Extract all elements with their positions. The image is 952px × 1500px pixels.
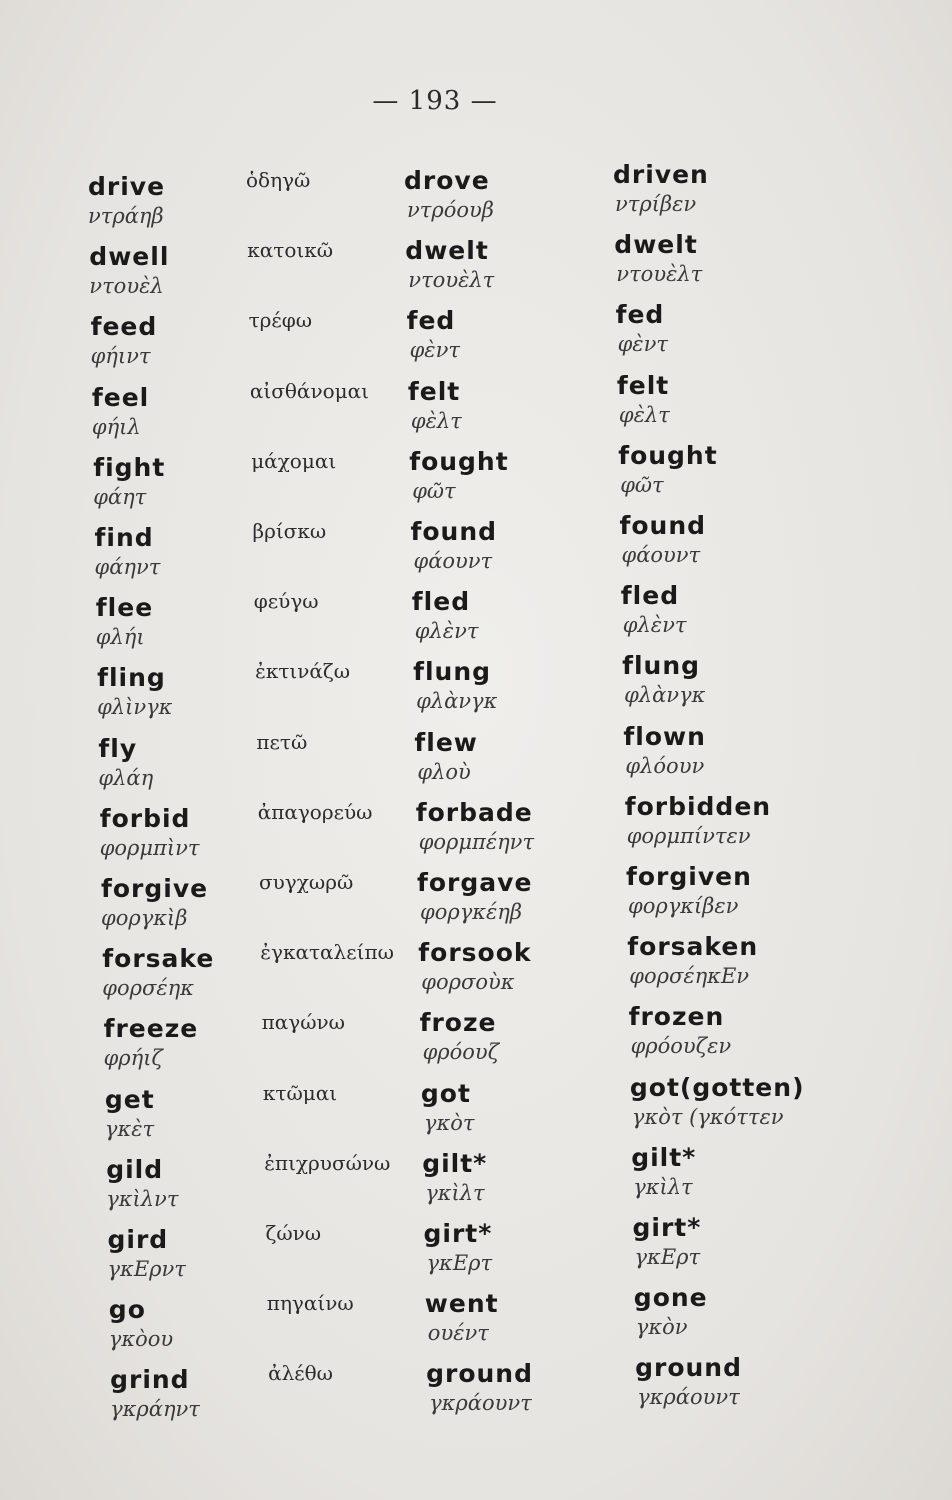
participle-pronunciation: γκὸτ (γκόττεν [631,1104,784,1129]
greek-meaning: μάχομαι [251,448,337,473]
base-pronunciation: φλὶνγκ [97,695,173,720]
past-pronunciation: φῶτ [412,478,456,503]
participle-pronunciation: ντουὲλτ [616,262,703,287]
participle-pronunciation: γκὶλτ [633,1174,693,1199]
participle-pronunciation: γκράουντ [637,1385,740,1410]
participle-pronunciation: φλὲντ [622,613,687,638]
participle-form: dwelt [614,230,698,260]
verb-entry [0,441,952,511]
past-pronunciation: γκράουντ [429,1391,532,1416]
base-pronunciation: φοργκὶβ [101,906,188,930]
participle-form: forbidden [624,791,772,821]
verb-entry [0,1213,952,1283]
base-form: fight [93,452,166,482]
past-form: forsook [418,938,532,968]
base-form: gird [107,1225,169,1254]
greek-meaning: ἐπιχρυσώνω [264,1150,391,1175]
past-pronunciation: φὲντ [409,338,460,363]
base-pronunciation: γκράηντ [110,1397,200,1422]
participle-form: frozen [628,1002,725,1032]
greek-meaning: παγώνω [261,1010,345,1035]
past-form: fed [406,306,456,336]
participle-pronunciation: φορσέηκΕν [629,964,750,989]
past-pronunciation: φλὲντ [414,619,479,644]
base-form: find [94,523,154,552]
past-form: dwelt [405,236,489,266]
past-pronunciation: ουέντ [427,1321,489,1346]
base-pronunciation: φάηντ [94,555,161,579]
base-form: forbid [99,803,191,833]
verb-entry [0,1283,952,1353]
verb-entry [0,230,952,300]
greek-meaning: ἀλέθω [268,1361,333,1386]
verb-entry [0,792,952,862]
base-form: fling [97,663,166,693]
participle-form: felt [616,370,670,400]
greek-meaning: τρέφω [248,308,313,333]
verb-entry [0,511,952,581]
past-pronunciation: ντουὲλτ [408,268,495,293]
participle-form: gilt* [631,1142,697,1172]
past-form: fought [409,446,509,476]
participle-form: fed [615,300,665,330]
verb-entry [0,862,952,932]
greek-meaning: αἰσθάνομαι [249,378,369,403]
verb-entry [0,1143,952,1213]
past-form: went [424,1289,499,1319]
greek-meaning: βρίσκω [252,519,327,543]
base-form: get [104,1084,155,1114]
past-form: girt* [423,1219,493,1248]
participle-form: ground [635,1353,742,1383]
greek-meaning: κτῶμαι [262,1080,338,1105]
past-form: gilt* [422,1148,488,1178]
past-pronunciation: γκὸτ [423,1110,475,1135]
base-form: drive [88,172,166,201]
past-form: ground [426,1359,533,1389]
past-form: flung [413,657,492,687]
past-pronunciation: γκΕρτ [426,1251,493,1275]
participle-form: forsaken [627,932,759,962]
base-pronunciation: φήιντ [90,344,151,369]
verb-entry [0,1073,952,1143]
greek-meaning: συγχωρῶ [259,870,354,894]
greek-meaning: φεύγω [253,589,319,614]
verb-entry [0,1002,952,1072]
past-pronunciation: φὲλτ [410,408,462,433]
base-form: dwell [89,242,170,272]
base-form: feel [91,382,150,412]
past-form: froze [419,1008,497,1038]
past-pronunciation: φρόουζ [422,1040,500,1065]
greek-meaning: ζώνω [265,1221,322,1245]
past-form: drove [404,166,490,195]
base-form: grind [110,1365,190,1395]
participle-pronunciation: φάουντ [621,543,701,567]
past-form: felt [407,376,461,406]
base-form: freeze [103,1014,199,1044]
past-form: flew [414,727,478,757]
past-pronunciation: ντρόουβ [407,198,494,222]
greek-meaning: πετῶ [256,729,308,754]
base-pronunciation: γκὶλντ [106,1186,179,1211]
participle-pronunciation: φλόουν [625,753,705,778]
verb-entry [0,371,952,441]
participle-pronunciation: φορμπίντεν [626,823,751,848]
base-form: flee [95,593,154,623]
participle-pronunciation: γκὸν [635,1315,688,1340]
past-pronunciation: φλὰνγκ [416,689,498,714]
past-form: forbade [415,797,533,827]
base-pronunciation: φάητ [93,484,147,509]
base-form: forgive [101,874,209,903]
verb-entry [0,160,952,230]
participle-pronunciation: φὲντ [617,332,668,357]
past-form: fled [411,587,471,617]
participle-form: fled [620,581,680,611]
past-pronunciation: φάουντ [413,549,493,573]
participle-pronunciation: φὲλτ [618,402,670,427]
participle-form: fought [618,440,718,470]
base-pronunciation: γκὸου [108,1327,174,1352]
base-form: fly [98,733,138,763]
greek-meaning: ἀπαγορεύω [257,799,373,824]
participle-form: gone [633,1283,708,1313]
base-form: forsake [102,944,215,974]
verb-entry [0,651,952,721]
past-pronunciation: φλοὺ [417,759,471,784]
participle-pronunciation: ντρίβεν [615,192,697,216]
base-pronunciation: ντράηβ [88,204,164,228]
participle-form: got(gotten) [629,1072,805,1102]
base-form: feed [90,312,158,342]
base-pronunciation: γκΕρντ [107,1257,186,1281]
verb-entry [0,1353,952,1423]
past-form: found [410,517,498,546]
verb-entry [0,581,952,651]
participle-pronunciation: γκΕρτ [634,1245,701,1269]
base-pronunciation: ντουὲλ [89,274,164,299]
verb-entry [0,932,952,1002]
greek-meaning: ὁδηγῶ [246,168,311,192]
past-form: got [420,1078,471,1108]
participle-form: flown [623,721,706,751]
greek-meaning: ἐγκαταλείπω [260,940,394,965]
base-pronunciation: φήιλ [91,414,141,439]
verb-entry [0,300,952,370]
past-form: forgave [417,868,533,897]
base-pronunciation: γκὲτ [104,1116,155,1141]
page-number: — 193 — [372,86,498,116]
base-form: gild [106,1154,164,1184]
participle-form: forgiven [626,862,752,891]
participle-pronunciation: φλὰνγκ [624,683,706,708]
past-pronunciation: φοργκέηβ [420,900,523,924]
base-pronunciation: φορσέηκ [102,976,194,1001]
greek-meaning: ἐκτινάζω [255,659,351,684]
past-pronunciation: φορσοὺκ [421,970,515,995]
base-form: go [108,1295,146,1325]
base-pronunciation: φλάη [98,765,154,790]
past-pronunciation: φορμπέηντ [418,829,535,854]
participle-form: flung [622,651,701,681]
participle-pronunciation: φοργκίβεν [628,894,739,918]
past-pronunciation: γκὶλτ [425,1180,485,1205]
greek-meaning: κατοικῶ [247,238,334,263]
base-pronunciation: φρήιζ [103,1046,163,1071]
base-pronunciation: φορμπὶντ [99,835,200,860]
participle-pronunciation: φῶτ [620,472,664,497]
participle-form: driven [613,160,709,189]
greek-meaning: πηγαίνω [266,1291,354,1316]
base-pronunciation: φλήι [95,625,145,650]
verb-entry [0,722,952,792]
participle-pronunciation: φρόουζεν [630,1034,732,1059]
participle-form: girt* [632,1213,702,1242]
participle-form: found [619,511,707,540]
